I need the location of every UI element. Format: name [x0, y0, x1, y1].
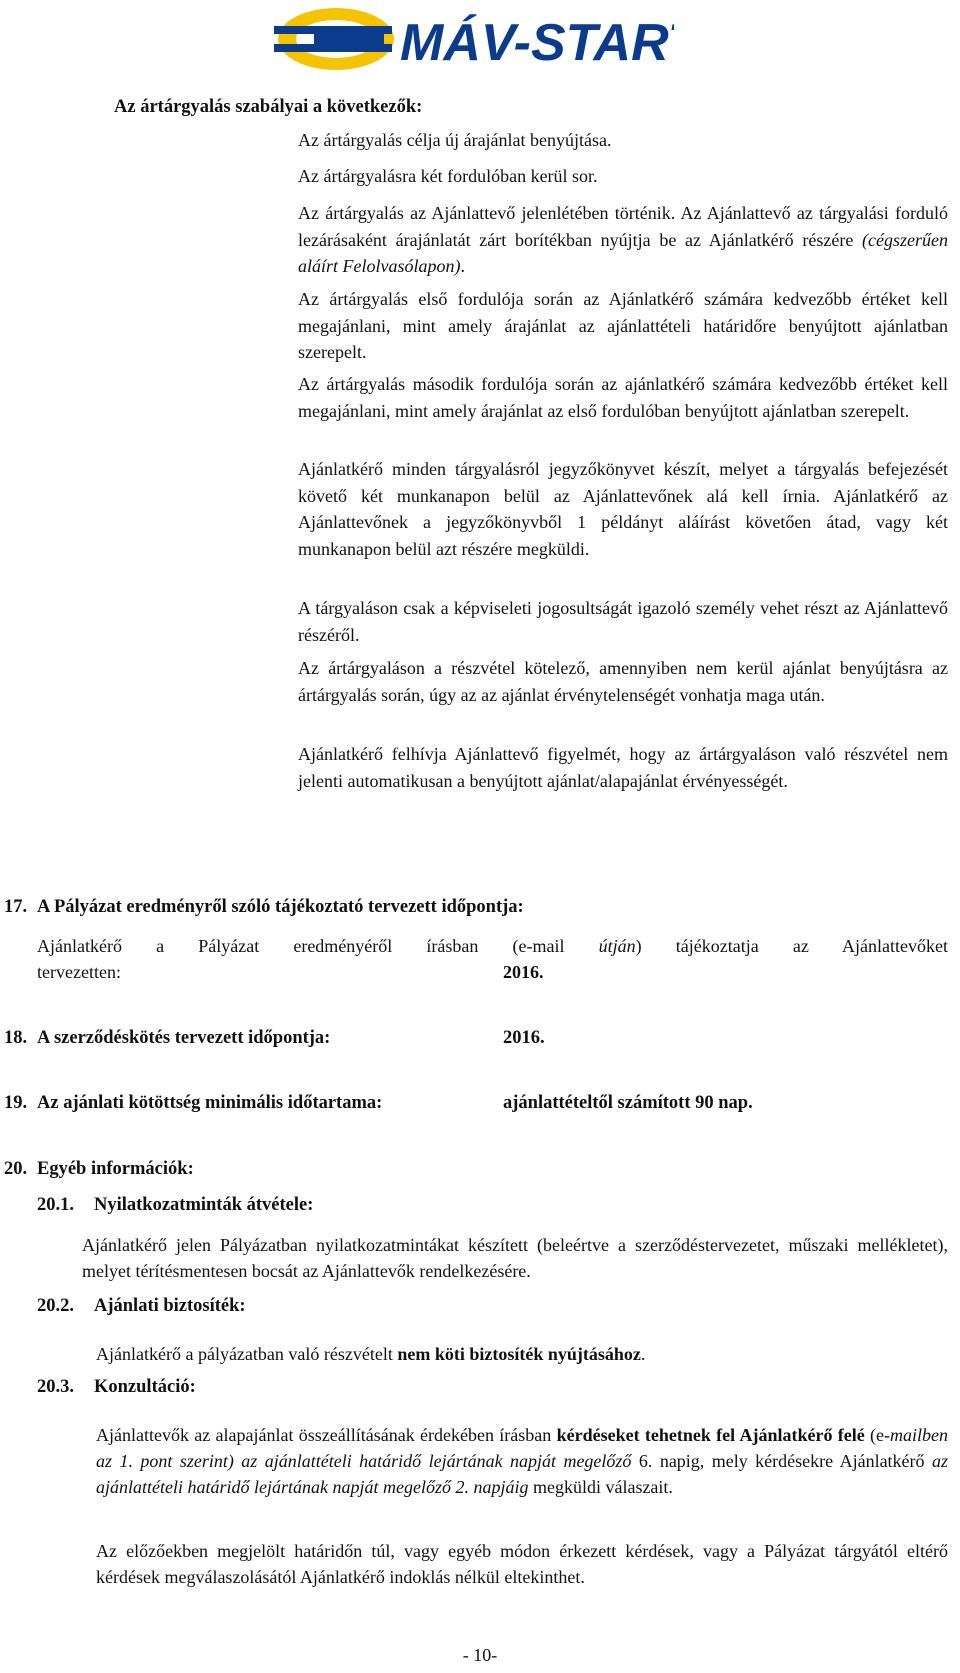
- consultation-text-e: 6. napig, mely kérdésekre Ajánlatkérő: [631, 1451, 932, 1471]
- rule-item-4: Az ártárgyalás első fordulója során az Ajánlatkérő számára kedvezőbb értéket kell megajánlani, mint amely árajánlat az ajánlattételi határidőre benyújtott ajánlatban szerepelt.: [298, 289, 948, 362]
- section-17-text-a: Ajánlatkérő a Pályázat eredményéről írásban (e-mail: [37, 936, 599, 956]
- logo-wordmark: MÁV-START: [400, 14, 674, 72]
- section-20-3-title: Konzultáció:: [94, 1377, 196, 1397]
- section-20-3-paragraph-2: Az előzőekben megjelölt határidőn túl, vagy egyéb módon érkezett kérdések, vagy a Pályázat tárgyától eltérő kérdések megválaszolásától Ajánlatkérő indoklás nélkül eltekinthet.: [96, 1541, 948, 1587]
- rule-item-3-end: .: [460, 256, 465, 276]
- rule-item-5: Az ártárgyalás második fordulója során az ajánlatkérő számára kedvezőbb értéket kell megajánlani, mint amely árajánlat az első fordulóban benyújtott ajánlatban szerepelt.: [298, 374, 948, 421]
- section-20-number: 20.: [4, 1159, 28, 1179]
- section-18-title: A szerződéskötés tervezett időpontja:: [37, 1028, 331, 1048]
- section-19-value: ajánlattételtől számított 90 nap.: [503, 1093, 753, 1113]
- section-17-planned-value: 2016.: [503, 962, 544, 982]
- section-17-number: 17.: [4, 897, 28, 917]
- section-19-number: 19.: [4, 1093, 28, 1113]
- rule-item-8: Az ártárgyaláson a részvétel kötelező, amennyiben nem kerül ajánlat benyújtásra az ártárgyalás során, úgy az az ajánlat érvénytelenségét vonhatja maga után.: [298, 658, 948, 705]
- consultation-text-italic-2: az ajánlattételi határidő lejártának napját megelőző 2. napjáig: [96, 1451, 948, 1497]
- section-17-text-italic: útján: [598, 936, 636, 956]
- rule-item-3: [298, 200, 948, 280]
- section-20-2-text-a: Ajánlatkérő a pályázatban való részvételt: [96, 1344, 398, 1364]
- section-20-1-title: Nyilatkozatminták átvétele:: [94, 1195, 314, 1215]
- consultation-text-a: Ajánlattevők az alapajánlat összeállításának érdekében írásban: [96, 1425, 557, 1445]
- section-20-2-number: 20.2.: [37, 1296, 74, 1316]
- section-17-planned-label: tervezetten:: [37, 962, 121, 982]
- section-20-2-title: Ajánlati biztosíték:: [94, 1296, 246, 1316]
- page-number: - 10-: [462, 1645, 498, 1665]
- section-18-number: 18.: [4, 1028, 28, 1048]
- rule-item-2: Az ártárgyalásra két fordulóban kerül sor.: [298, 166, 598, 186]
- consultation-text-italic-1: mailben az 1. pont szerint) az ajánlattételi határidő lejártának napját megelőző: [96, 1425, 948, 1471]
- consultation-text-bold: kérdéseket tehetnek fel Ajánlatkérő felé: [556, 1425, 865, 1445]
- section-20-2-text-end: .: [640, 1344, 646, 1364]
- section-18-value: 2016.: [503, 1028, 545, 1048]
- rule-item-7: A tárgyaláson csak a képviseleti jogosultságát igazoló személy vehet részt az Ajánlattevő részéről.: [298, 598, 948, 645]
- section-20-2-text: [96, 1341, 948, 1367]
- section-20-1-text: Ajánlatkérő jelen Pályázatban nyilatkozatmintákat készített (beleértve a szerződéstervezetet, műszaki mellékletet), melyet térítésmentesen bocsát az Ajánlattevők rendelkezésére.: [82, 1235, 948, 1281]
- rule-item-1: Az ártárgyalás célja új árajánlat benyújtása.: [298, 130, 612, 150]
- section-20-title: Egyéb információk:: [37, 1159, 194, 1179]
- rule-item-3-italic: (cégszerűen aláírt Felolvasólapon): [298, 229, 948, 276]
- consultation-text-g: megküldi válaszait.: [528, 1477, 673, 1497]
- section-20-1-number: 20.1.: [37, 1195, 74, 1215]
- section-17-title: A Pályázat eredményről szóló tájékoztató tervezett időpontja:: [37, 897, 524, 917]
- rule-item-9: Ajánlatkérő felhívja Ajánlattevő figyelmét, hogy az ártárgyaláson való részvétel nem jelenti automatikusan a benyújtott ajánlat/alapajánlat érvényességét.: [298, 744, 948, 791]
- rule-item-6: Ajánlatkérő minden tárgyalásról jegyzőkönyvet készít, melyet a tárgyalás befejezését követő két munkanapon belül az Ajánlattevőnek alá kell írnia. Ajánlatkérő az Ajánlattevőnek a jegyzőkönyvből 1 példányt aláírást követően átad, vagy két munkanapon belül azt részére megküldi.: [298, 459, 948, 559]
- mav-start-logo-emblem: [274, 4, 674, 74]
- consultation-text-c: (e-: [864, 1425, 890, 1445]
- section-20-2-text-bold: nem köti biztosíték nyújtásához: [397, 1344, 641, 1364]
- rule-item-3-text: Az ártárgyalás az Ajánlattevő jelenlétében történik. Az Ajánlattevő az tárgyalási forduló lezárásaként árajánlatát zárt borítékban nyújtja be az Ajánlatkérő részére: [298, 203, 948, 250]
- section-17-text-b: ) tájékoztatja az Ajánlattevőket: [635, 936, 948, 956]
- mav-start-logo: [274, 4, 674, 74]
- section-20-3-paragraph-1: [96, 1422, 948, 1500]
- section-20-3-number: 20.3.: [37, 1377, 74, 1397]
- section-19-title: Az ajánlati kötöttség minimális időtartama:: [37, 1093, 383, 1113]
- rules-heading: Az ártárgyalás szabályai a következők:: [114, 97, 423, 117]
- section-17-text: [37, 933, 948, 959]
